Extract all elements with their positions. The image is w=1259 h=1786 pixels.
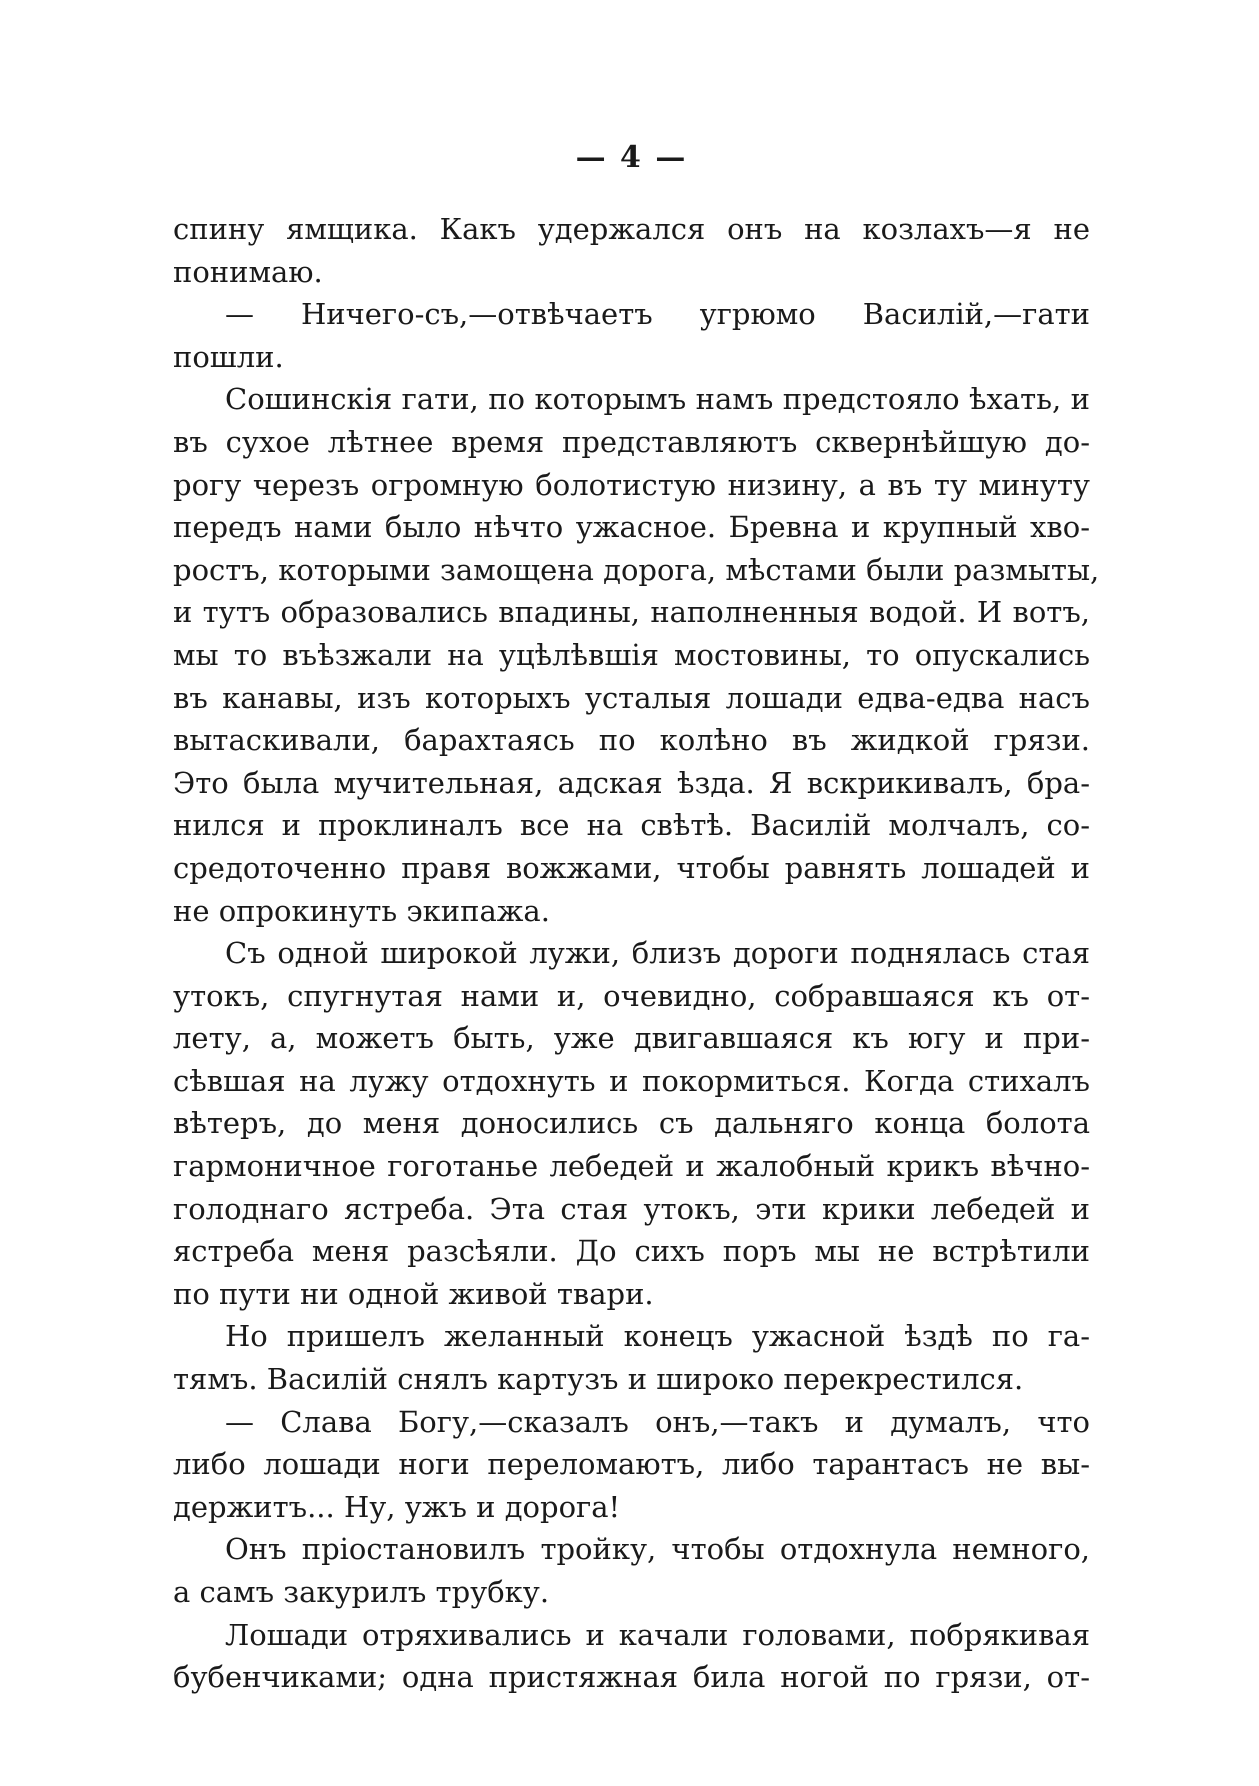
text-line: голоднаго ястреба. Эта стая утокъ, эти крики лебедей и <box>173 1191 1090 1226</box>
text-line: нился и проклиналъ все на свѣтѣ. Василій молчалъ, со- <box>173 808 1090 843</box>
text-line: и тутъ образовались впадины, наполненныя водой. И вотъ, <box>173 595 1090 630</box>
text-line: пошли. <box>173 339 284 374</box>
text-line: — Ничего-съ,—отвѣчаетъ угрюмо Василій,—гати <box>225 297 1090 332</box>
body-text <box>173 208 1100 1699</box>
text-line: тямъ. Василій снялъ картузъ и широко перекрестился. <box>173 1362 1024 1397</box>
text-line: понимаю. <box>173 254 323 289</box>
text-line: а самъ закурилъ трубку. <box>173 1575 550 1609</box>
text-line: либо лошади ноги переломаютъ, либо тарантасъ не вы- <box>173 1447 1090 1482</box>
text-line: держитъ... Ну, ужъ и дорога! <box>173 1489 621 1524</box>
text-line: не опрокинуть экипажа. <box>173 893 550 928</box>
text-line: рогу черезъ огромную болотистую низину, а въ ту минуту <box>173 467 1090 502</box>
text-line: сѣвшая на лужу отдохнуть и покормиться. Когда стихалъ <box>173 1063 1090 1098</box>
text-line: средоточенно правя вожжами, чтобы равнять лошадей и <box>173 850 1090 885</box>
text-line: Сошинскія гати, по которымъ намъ предстояло ѣхать, и <box>225 382 1090 417</box>
text-line: Это была мучительная, адская ѣзда. Я вскрикивалъ, бра- <box>173 765 1090 800</box>
text-line: Но пришелъ желанный конецъ ужасной ѣздѣ по га- <box>225 1319 1090 1354</box>
text-line: ростъ, которыми замощена дорога, мѣстами были размыты, <box>173 552 1100 587</box>
text-line: гармоничное гоготанье лебедей и жалобный крикъ вѣчно- <box>173 1149 1090 1184</box>
text-line: ястреба меня разсѣяли. До сихъ поръ мы не встрѣтили <box>173 1234 1090 1269</box>
text-line: мы то въѣзжали на уцѣлѣвшія мостовины, то опускались <box>173 637 1090 672</box>
text-line: Онъ пріостановилъ тройку, чтобы отдохнула немного, <box>225 1532 1090 1567</box>
text-line: передъ нами было нѣчто ужасное. Бревна и крупный хво- <box>173 510 1090 545</box>
text-line: вытаскивали, барахтаясь по колѣно въ жидкой грязи. <box>173 723 1090 758</box>
text-line: въ канавы, изъ которыхъ усталыя лошади едва-едва насъ <box>173 680 1090 715</box>
page-number: — 4 — <box>575 140 688 175</box>
text-line: по пути ни одной живой твари. <box>173 1276 654 1311</box>
text-line: — Слава Богу,—сказалъ онъ,—такъ и думалъ, что <box>225 1404 1090 1439</box>
text-line: въ сухое лѣтнее время представляютъ сквернѣйшую до- <box>173 424 1090 459</box>
text-line: Съ одной широкой лужи, близъ дороги поднялась стая <box>225 936 1090 971</box>
text-line: бубенчиками; одна пристяжная била ногой по грязи, от- <box>173 1660 1090 1695</box>
text-line: Лошади отряхивались и качали головами, побрякивая <box>225 1617 1090 1652</box>
text-line: лету, а, можетъ быть, уже двигавшаяся къ югу и при- <box>173 1021 1090 1056</box>
text-line: утокъ, спугнутая нами и, очевидно, собравшаяся къ от- <box>173 978 1090 1013</box>
text-line: спину ямщика. Какъ удержался онъ на козлахъ—я не <box>173 212 1090 246</box>
text-line: вѣтеръ, до меня доносились съ дальняго конца болота <box>173 1106 1090 1141</box>
